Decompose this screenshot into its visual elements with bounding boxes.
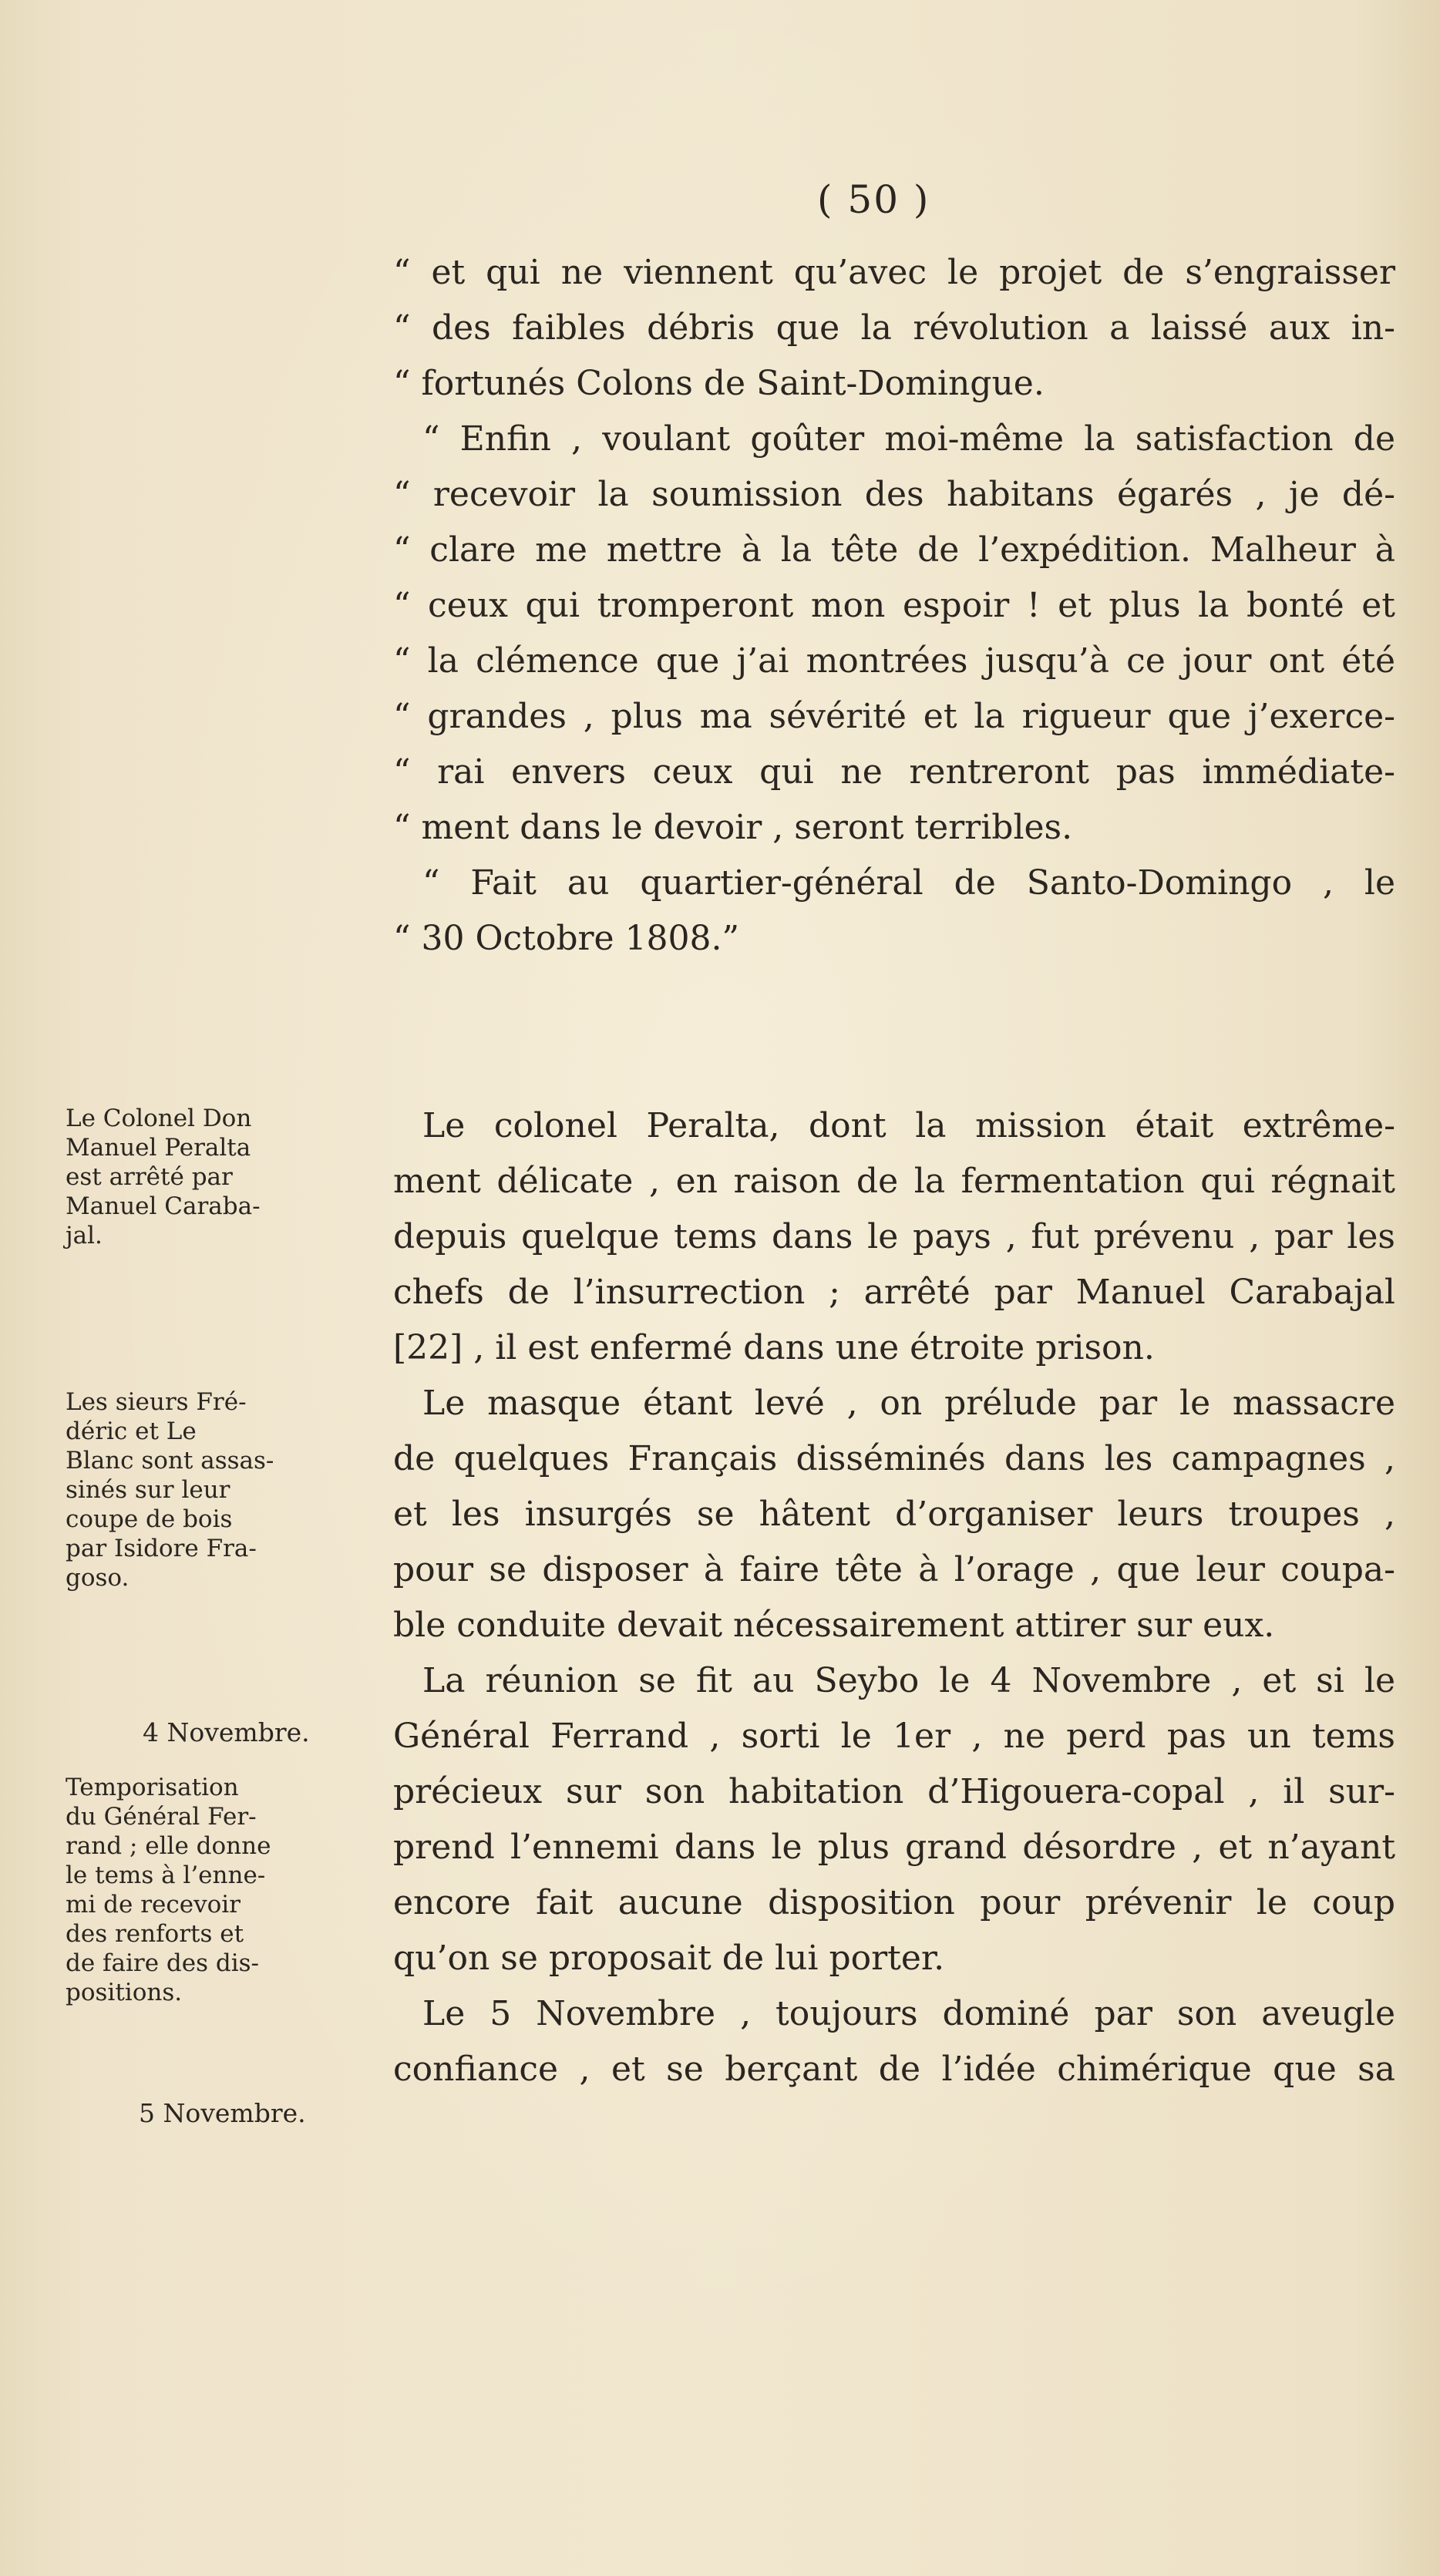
body-text — [393, 1098, 1395, 2097]
body-line: qu’on se proposait de lui porter. — [393, 1939, 945, 1978]
margin-note-line: Manuel Peralta — [66, 1134, 251, 1162]
quote-line: “ Enfin , voulant goûter moi-même la satisfaction de — [422, 419, 1395, 459]
body-line: encore fait aucune disposition pour prévenir le coup — [393, 1883, 1395, 1922]
margin-note-line: Blanc sont assas- — [66, 1447, 274, 1475]
margin-note-line: déric et Le — [66, 1417, 197, 1445]
quote-line: “ recevoir la soumission des habitans égarés , je dé- — [393, 475, 1395, 514]
margin-note-line: Le Colonel Don — [66, 1105, 252, 1132]
body-line: ble conduite devait nécessairement attirer sur eux. — [393, 1606, 1275, 1645]
quote-line: “ ment dans le devoir , seront terribles. — [393, 808, 1073, 847]
body-line: confiance , et se berçant de l’idée chimérique que sa — [393, 2050, 1395, 2089]
margin-date-5-novembre: 5 Novembre. — [139, 2098, 306, 2128]
margin-note-line: goso. — [66, 1564, 130, 1592]
margin-note-line: jal. — [66, 1222, 103, 1249]
body-line: depuis quelque tems dans le pays , fut prévenu , par les — [393, 1217, 1395, 1256]
body-line: chefs de l’insurrection ; arrêté par Manuel Carabajal — [393, 1273, 1395, 1312]
body-line: Le colonel Peralta, dont la mission était extrême- — [422, 1106, 1395, 1145]
body-line: précieux sur son habitation d’Higouera-copal , il sur- — [393, 1772, 1395, 1811]
margin-note-line: sinés sur leur — [66, 1476, 230, 1504]
body-line: de quelques Français disséminés dans les campagnes , — [393, 1439, 1395, 1478]
quote-line: “ des faibles débris que la révolution a laissé aux in- — [393, 308, 1395, 348]
margin-note-line: le tems à l’enne- — [66, 1861, 266, 1889]
margin-note-line: par Isidore Fra- — [66, 1535, 257, 1562]
body-line: Général Ferrand , sorti le 1er , ne perd pas un tems — [393, 1717, 1395, 1756]
margin-date-4-novembre: 4 Novembre. — [143, 1717, 310, 1747]
body-line: [22] , il est enfermé dans une étroite prison. — [393, 1328, 1155, 1367]
quote-line: “ rai envers ceux qui ne rentreront pas immédiate- — [393, 752, 1395, 792]
quote-line: “ ceux qui tromperont mon espoir ! et plus la bonté et — [393, 586, 1395, 625]
page-number: ( 50 ) — [817, 177, 930, 222]
margin-note-line: est arrêté par — [66, 1163, 233, 1191]
margin-note-line: coupe de bois — [66, 1505, 233, 1533]
margin-note-temporisation — [66, 1773, 389, 2007]
quote-line: “ et qui ne viennent qu’avec le projet de s’engraisser — [393, 253, 1395, 292]
body-line: La réunion se fit au Seybo le 4 Novembre , et si le — [422, 1661, 1395, 1700]
quote-line: “ fortunés Colons de Saint-Domingue. — [393, 364, 1045, 403]
margin-note-line: de faire des dis- — [66, 1949, 260, 1977]
margin-note-line: mi de recevoir — [66, 1891, 241, 1919]
margin-note-frederic-leblanc — [66, 1387, 389, 1592]
body-line: prend l’ennemi dans le plus grand désordre , et n’ayant — [393, 1828, 1395, 1867]
quote-line: “ grandes , plus ma sévérité et la rigueur que j’exerce- — [393, 697, 1395, 736]
margin-note-line: rand ; elle donne — [66, 1832, 271, 1860]
quote-line: “ clare me mettre à la tête de l’expédition. Malheur à — [393, 530, 1395, 570]
margin-note-line: Les sieurs Fré- — [66, 1388, 247, 1416]
margin-note-line: Temporisation — [66, 1774, 239, 1801]
margin-note-line: Manuel Caraba- — [66, 1192, 261, 1220]
body-line: pour se disposer à faire tête à l’orage , que leur coupa- — [393, 1550, 1395, 1589]
margin-note-line: du Général Fer- — [66, 1803, 257, 1831]
quote-line: “ la clémence que j’ai montrées jusqu’à ce jour ont été — [393, 641, 1395, 681]
quote-line: “ 30 Octobre 1808.” — [393, 919, 740, 958]
margin-note-line: positions. — [66, 1979, 183, 2006]
margin-note-line: des renforts et — [66, 1920, 244, 1948]
body-line: et les insurgés se hâtent d’organiser leurs troupes , — [393, 1495, 1395, 1534]
body-line: ment délicate , en raison de la fermentation qui régnait — [393, 1162, 1395, 1201]
body-line: Le 5 Novembre , toujours dominé par son aveugle — [422, 1994, 1395, 2033]
margin-note-peralta — [66, 1104, 389, 1250]
quote-line: “ Fait au quartier-général de Santo-Domingo , le — [422, 863, 1395, 903]
body-line: Le masque étant levé , on prélude par le massacre — [422, 1384, 1395, 1423]
quote-block — [393, 245, 1395, 967]
